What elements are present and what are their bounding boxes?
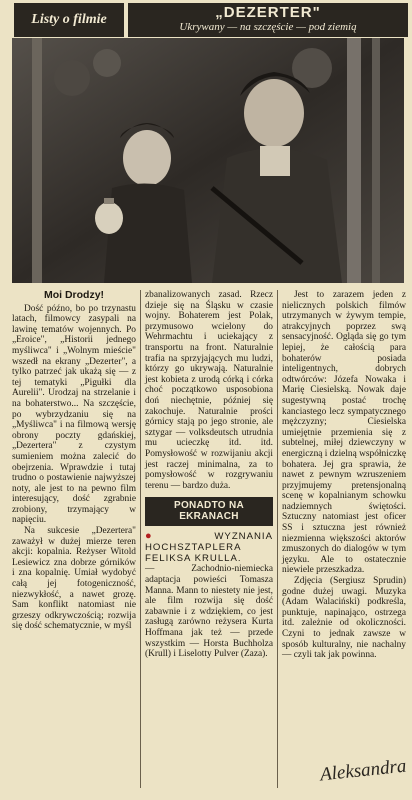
film-still-image [12, 38, 404, 283]
paragraph: zbanalizowanych zasad. Rzecz dzieje się na Śląsku w czasie wojny. Bohaterem jest Polak, przymusowo wcielony do Wehrmachtu i uciekający z transportu na front. Naturalnie trafia na sprzyjających mu ludzi, którzy go ukrywają. Naturalnie jest kobieta z urodą córką i córka choć początkowo usposobiona doń niechętnie, później się zakochuje. Naturalnie prości górnicy stają po jego stronie, ale sztygar — volksdeutsch utrudnia mu ucieczkę itd. itd. Pomysłowość w rozwijaniu akcji jest raczej minimalna, za to pomysłowość w rozgrywaniu terenu — bardzo duża. [145, 290, 273, 491]
column-divider [277, 290, 278, 788]
column-3 [282, 290, 406, 661]
review-item-title [145, 531, 273, 564]
author-signature: Aleksandra [319, 755, 408, 786]
column-divider [140, 290, 141, 788]
article-title: „DEZERTER" [215, 4, 321, 21]
column-1 [12, 290, 136, 632]
title-banner [128, 3, 408, 37]
bullet-icon: ● [145, 530, 182, 543]
section-banner: PONADTO NA EKRANACH [145, 497, 273, 526]
article-subtitle: Ukrywany — na szczęście — pod ziemią [179, 21, 357, 33]
review-item-title-text: WYZNANIA HOCHSZTAPLERA FELIKSA KRULLA. [145, 531, 273, 565]
column-logo: Listy o filmie [14, 3, 124, 37]
film-still-photo [12, 38, 404, 283]
paragraph: Na sukcesie „Dezertera" zaważył w dużej mierze teren akcji: kopalnia. Reżyser Witold Lesiewicz zna dobrze górników i zna kopalnię. Umiał wydobyć całą jej fotogeniczność, niezwykłość, a nawet grozę. Sam konflikt natomiast nie grzeszy odkrywczością; rozwija się dość schematycznie, w myśl [12, 526, 136, 632]
paragraph: Jest to zarazem jeden z nielicznych polskich filmów utrzymanych w żywym tempie, atrakcyjnych poprzez swą sensacyjność. Ogląda się go tym lepiej, że całością para bohaterów posiada inteligentnych, dobrych odtwórców: Józefa Nowaka i Marię Ciesielską. Nowak daje sugestywną postać trochę kanciastego lecz sympatycznego mężczyzny; Ciesielska umiejętnie przemienia się z subtelnej, miłej dziewczyny w energiczną i dzielną współniczkę bohatera. Jej gra sprawia, że nawet z pewnym wzruszeniem przyjmujemy pretensjonalną scenę w kopalnianym schowku nadziemnych świętości. Sztuczny natomiast jest oficer SS i sztuczna jest również niezmienna większości aktorów zmuszonych do dialogów w tym języku. Ale to ostatecznie niewiele przeszkadza. [282, 290, 406, 576]
paragraph: Dość późno, bo po trzynastu latach, filmowcy zasypali na lawinę tematów wojennych. Po „Eroice", „Historii jednego myśliwca" i „Wolnym mieście" wszedł na ekrany „Dezerter", a tylko patrzeć jak ukażą się — z tej tematyki „Pigułki dla Aurelii". Urodzaj na strzelanie i na bohaterstwo... Na szczęście, po wybrzydzaniu się na „Myśliwca" i na filmową wersję obrony poczty gdańskiej, „Dezertera" z czystym sumieniem można zalecić do obejrzenia. Wprawdzie i tutaj trudno o postawienie najwyższej noty, ale jest to na pewno film interesujący, dość zgrabnie zrobiony, trzymający w napięciu. [12, 303, 136, 526]
column-2 [145, 290, 273, 660]
greeting: Moi Drodzy! [43, 289, 105, 301]
review-item-text: — Zachodnio-niemiecka adaptacja powieści Tomasza Manna. Mann to niestety nie jest, ale film rozwija się dość zabawnie i z wdziękiem, co jest zasługą zarówno reżysera Kurta Hoffmana jak też — przede wszystkim — Horsta Buchholza (Krull) i Liselotty Pulver (Zaza). [145, 564, 273, 660]
article-header [6, 3, 408, 37]
paragraph: Zdjęcia (Sergiusz Sprudin) godne dużej uwagi. Muzyka (Adam Walaciński) podkreśla, punktuje, napinająco, ostrzega itd. zależnie od okoliczności. Czyni to jednak zawsze w sposób kulturalny, nie nachalny — czyli tak jak powinna. [282, 576, 406, 661]
